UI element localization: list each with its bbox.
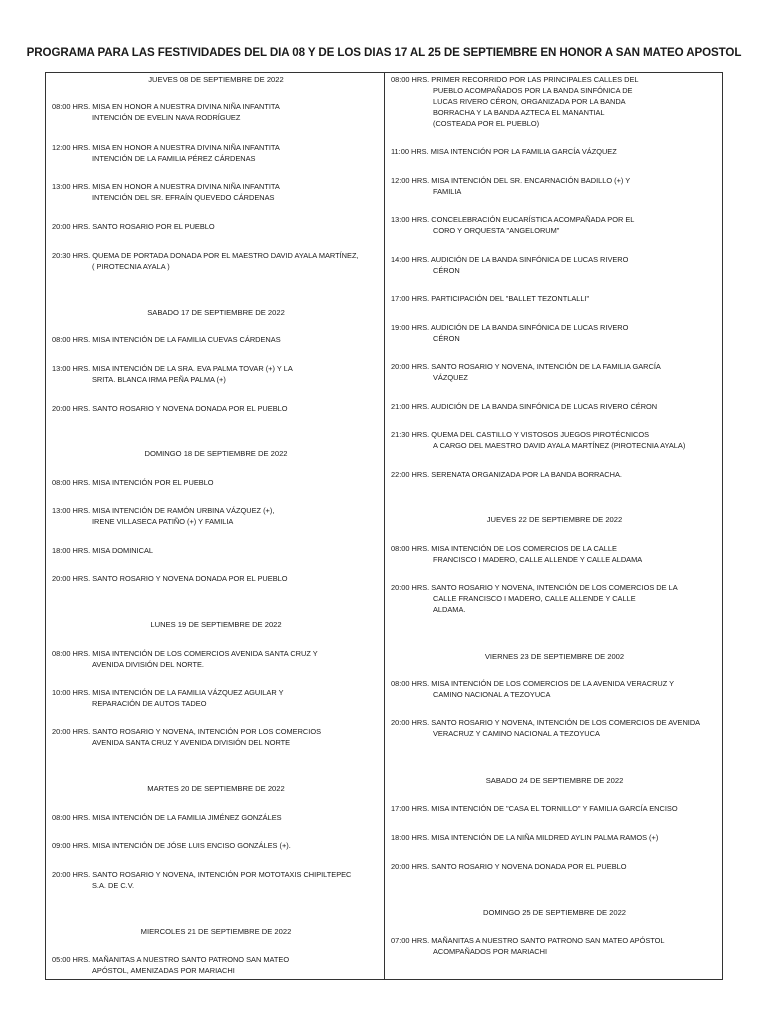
- entry-time-line: 20:00 HRS. SANTO ROSARIO Y NOVENA, INTENCIÓN POR MOTOTAXIS CHIPILTEPEC: [52, 870, 352, 879]
- entry-time-line: 21:00 HRS. AUDICIÓN DE LA BANDA SINFÓNICA DE LUCAS RIVERO CÉRON: [391, 402, 658, 411]
- schedule-entry: [391, 214, 718, 236]
- entry-time-line: 20:00 HRS. SANTO ROSARIO Y NOVENA DONADA POR EL PUEBLO: [52, 404, 288, 413]
- entry-time-line: 20:30 HRS. QUEMA DE PORTADA DONADA POR EL MAESTRO DAVID AYALA MARTÍNEZ,: [52, 251, 359, 260]
- schedule-entry: [52, 181, 380, 203]
- entry-time-line: 05:00 HRS. MAÑANITAS A NUESTRO SANTO PATRONO SAN MATEO: [52, 955, 290, 964]
- entry-time-line: 08:00 HRS. MISA INTENCIÓN DE LA FAMILIA CUEVAS CÁRDENAS: [52, 335, 281, 344]
- entry-continuation-line: INTENCIÓN DE LA FAMILIA PÉREZ CÁRDENAS: [92, 154, 256, 163]
- schedule-entry: [52, 334, 380, 345]
- entry-time-line: 12:00 HRS. MISA EN HONOR A NUESTRA DIVINA NIÑA INFANTITA: [52, 143, 280, 152]
- entry-continuation-line: CÉRON: [433, 266, 460, 275]
- schedule-entry: [391, 322, 718, 344]
- schedule-entry: [52, 954, 380, 976]
- entry-time-line: 18:00 HRS. MISA DOMINICAL: [52, 546, 154, 555]
- schedule-entry: [391, 803, 718, 814]
- schedule-entry: [52, 726, 380, 748]
- entry-continuation-line: FAMILIA: [433, 187, 462, 196]
- entry-time-line: 08:00 HRS. MISA INTENCIÓN DE LOS COMERCIOS DE LA CALLE: [391, 544, 617, 553]
- schedule-entry: [391, 543, 718, 565]
- entry-time-line: 17:00 HRS. MISA INTENCIÓN DE "CASA EL TORNILLO" Y FAMILIA GARCÍA ENCISO: [391, 804, 678, 813]
- schedule-entry: [52, 545, 380, 556]
- entry-time-line: 20:00 HRS. SANTO ROSARIO Y NOVENA, INTENCIÓN DE LOS COMERCIOS DE LA: [391, 583, 678, 592]
- entry-time-line: 11:00 HRS. MISA INTENCIÓN POR LA FAMILIA GARCÍA VÁZQUEZ: [391, 147, 617, 156]
- entry-continuation-line: VERACRUZ Y CAMINO NACIONAL A TEZOYUCA: [433, 729, 600, 738]
- entry-continuation-line: PUEBLO ACOMPAÑADOS POR LA BANDA SINFÓNICA DE: [433, 86, 633, 95]
- entry-time-line: 08:00 HRS. MISA INTENCIÓN POR EL PUEBLO: [52, 478, 214, 487]
- entry-continuation-line: IRENE VILLASECA PATIÑO (+) Y FAMILIA: [92, 517, 234, 526]
- entry-continuation-line: CÉRON: [433, 334, 460, 343]
- schedule-entry: [391, 254, 718, 276]
- entry-continuation-line: CORO Y ORQUESTA "ANGELORUM": [433, 226, 560, 235]
- entry-time-line: 19:00 HRS. AUDICIÓN DE LA BANDA SINFÓNICA DE LUCAS RIVERO: [391, 323, 629, 332]
- date-header: JUEVES 22 DE SEPTIEMBRE DE 2022: [486, 515, 623, 524]
- entry-continuation-line: INTENCIÓN DEL SR. EFRAÍN QUEVEDO CÁRDENAS: [92, 193, 275, 202]
- schedule-entry: [52, 812, 380, 823]
- entry-time-line: 20:00 HRS. SANTO ROSARIO Y NOVENA, INTENCIÓN DE LOS COMERCIOS DE AVENIDA: [391, 718, 701, 727]
- entry-time-line: 17:00 HRS. PARTICIPACIÓN DEL "BALLET TEZONTLALLI": [391, 294, 590, 303]
- entry-continuation-line: SRITA. BLANCA IRMA PEÑA PALMA (+): [92, 375, 226, 384]
- schedule-entry: [391, 175, 718, 197]
- schedule-entry: [52, 142, 380, 164]
- entry-continuation-line: APÓSTOL, AMENIZADAS POR MARIACHI: [92, 966, 235, 975]
- entry-time-line: 10:00 HRS. MISA INTENCIÓN DE LA FAMILIA VÁZQUEZ AGUILAR Y: [52, 688, 284, 697]
- date-header: DOMINGO 18 DE SEPTIEMBRE DE 2022: [144, 449, 288, 458]
- schedule-entry: [52, 101, 380, 123]
- entry-continuation-line: ALDAMA.: [433, 605, 466, 614]
- schedule-entry: [391, 861, 718, 872]
- entry-continuation-line: CALLE FRANCISCO I MADERO, CALLE ALLENDE Y CALLE: [433, 594, 636, 603]
- entry-time-line: 13:00 HRS. CONCELEBRACIÓN EUCARÍSTICA ACOMPAÑADA POR EL: [391, 215, 635, 224]
- entry-time-line: 13:00 HRS. MISA INTENCIÓN DE LA SRA. EVA PALMA TOVAR (+) Y LA: [52, 364, 293, 373]
- entry-time-line: 08:00 HRS. PRIMER RECORRIDO POR LAS PRINCIPALES CALLES DEL: [391, 75, 639, 84]
- schedule-entry: [391, 678, 718, 700]
- schedule-entry: [52, 505, 380, 527]
- entry-continuation-line: BORRACHA Y LA BANDA AZTECA EL MANANTIAL: [433, 108, 605, 117]
- entry-continuation-line: S.A. DE C.V.: [92, 881, 135, 890]
- entry-continuation-line: FRANCISCO I MADERO, CALLE ALLENDE Y CALLE ALDAMA: [433, 555, 643, 564]
- date-header: SABADO 17 DE SEPTIEMBRE DE 2022: [147, 308, 285, 317]
- entry-time-line: 08:00 HRS. MISA INTENCIÓN DE LOS COMERCIOS AVENIDA SANTA CRUZ Y: [52, 649, 318, 658]
- date-header: MIERCOLES 21 DE SEPTIEMBRE DE 2022: [140, 927, 292, 936]
- schedule-entry: [391, 832, 718, 843]
- entry-time-line: 14:00 HRS. AUDICIÓN DE LA BANDA SINFÓNICA DE LUCAS RIVERO: [391, 255, 629, 264]
- entry-time-line: 13:00 HRS. MISA EN HONOR A NUESTRA DIVINA NIÑA INFANTITA: [52, 182, 280, 191]
- date-header: VIERNES 23 DE SEPTIEMBRE DE 2002: [484, 652, 625, 661]
- schedule-entry: [391, 717, 718, 739]
- entry-time-line: 20:00 HRS. SANTO ROSARIO POR EL PUEBLO: [52, 222, 215, 231]
- schedule-entry: [391, 582, 718, 615]
- schedule-entry: [52, 221, 380, 232]
- entry-continuation-line: CAMINO NACIONAL A TEZOYUCA: [433, 690, 551, 699]
- entry-time-line: 20:00 HRS. SANTO ROSARIO Y NOVENA DONADA POR EL PUEBLO: [52, 574, 288, 583]
- entry-continuation-line: ( PIROTECNIA AYALA ): [92, 262, 170, 271]
- entry-time-line: 13:00 HRS. MISA INTENCIÓN DE RAMÓN URBINA VÁZQUEZ (+),: [52, 506, 275, 515]
- entry-time-line: 08:00 HRS. MISA INTENCIÓN DE LA FAMILIA JIMÉNEZ GONZÁLES: [52, 813, 282, 822]
- entry-continuation-line: REPARACIÓN DE AUTOS TADEO: [92, 699, 207, 708]
- entry-time-line: 20:00 HRS. SANTO ROSARIO Y NOVENA, INTENCIÓN DE LA FAMILIA GARCÍA: [391, 362, 661, 371]
- schedule-entry: [52, 363, 380, 385]
- schedule-entry: [52, 869, 380, 891]
- entry-time-line: 07:00 HRS. MAÑANITAS A NUESTRO SANTO PATRONO SAN MATEO APÓSTOL: [391, 936, 665, 945]
- entry-time-line: 08:00 HRS. MISA EN HONOR A NUESTRA DIVINA NIÑA INFANTITA: [52, 102, 280, 111]
- schedule-entry: [52, 840, 380, 851]
- schedule-entry: [391, 429, 718, 451]
- schedule-entry: [52, 250, 380, 272]
- column-divider: [384, 72, 385, 980]
- schedule-entry: [52, 403, 380, 414]
- date-header: LUNES 19 DE SEPTIEMBRE DE 2022: [150, 620, 282, 629]
- date-header: SABADO 24 DE SEPTIEMBRE DE 2022: [485, 776, 624, 785]
- schedule-entry: [391, 74, 718, 129]
- entry-continuation-line: ACOMPAÑADOS POR MARIACHI: [433, 947, 548, 956]
- schedule-entry: [52, 687, 380, 709]
- entry-time-line: 09:00 HRS. MISA INTENCIÓN DE JÓSE LUIS ENCISO GONZÁLES (+).: [52, 841, 291, 850]
- entry-continuation-line: LUCAS RIVERO CÉRON, ORGANIZADA POR LA BANDA: [433, 97, 626, 106]
- entry-continuation-line: AVENIDA SANTA CRUZ Y AVENIDA DIVISIÓN DEL NORTE: [92, 738, 291, 747]
- document-title: PROGRAMA PARA LAS FESTIVIDADES DEL DIA 08 Y DE LOS DIAS 17 AL 25 DE SEPTIEMBRE EN HONOR A SAN MATEO APOSTOL: [26, 46, 742, 59]
- schedule-entry: [52, 648, 380, 670]
- date-header: DOMINGO 25 DE SEPTIEMBRE DE 2022: [482, 908, 627, 917]
- entry-time-line: 20:00 HRS. SANTO ROSARIO Y NOVENA, INTENCIÓN POR LOS COMERCIOS: [52, 727, 321, 736]
- entry-time-line: 18:00 HRS. MISA INTENCIÓN DE LA NIÑA MILDRED AYLIN PALMA RAMOS (+): [391, 833, 659, 842]
- entry-continuation-line: (COSTEADA POR EL PUEBLO): [433, 119, 540, 128]
- entry-continuation-line: INTENCIÓN DE EVELIN NAVA RODRÍGUEZ: [92, 113, 241, 122]
- entry-continuation-line: AVENIDA DIVISIÓN DEL NORTE.: [92, 660, 204, 669]
- date-header: JUEVES 08 DE SEPTIEMBRE DE 2022: [148, 75, 284, 84]
- schedule-entry: [391, 293, 718, 304]
- entry-time-line: 08:00 HRS. MISA INTENCIÓN DE LOS COMERCIOS DE LA AVENIDA VERACRUZ Y: [391, 679, 675, 688]
- entry-continuation-line: VÁZQUEZ: [433, 373, 468, 382]
- schedule-entry: [391, 146, 718, 157]
- schedule-entry: [52, 573, 380, 584]
- entry-time-line: 12:00 HRS. MISA INTENCIÓN DEL SR. ENCARNACIÓN BADILLO (+) Y: [391, 176, 631, 185]
- date-header: MARTES 20 DE SEPTIEMBRE DE 2022: [147, 784, 285, 793]
- schedule-entry: [391, 935, 718, 957]
- entry-time-line: 20:00 HRS. SANTO ROSARIO Y NOVENA DONADA POR EL PUEBLO: [391, 862, 627, 871]
- entry-time-line: 21:30 HRS. QUEMA DEL CASTILLO Y VISTOSOS JUEGOS PIROTÉCNICOS: [391, 430, 650, 439]
- schedule-entry: [391, 361, 718, 383]
- schedule-entry: [391, 469, 718, 480]
- schedule-entry: [391, 401, 718, 412]
- schedule-entry: [52, 477, 380, 488]
- entry-time-line: 22:00 HRS. SERENATA ORGANIZADA POR LA BANDA BORRACHA.: [391, 470, 622, 479]
- entry-continuation-line: A CARGO DEL MAESTRO DAVID AYALA MARTÍNEZ (PIROTECNIA AYALA): [433, 441, 686, 450]
